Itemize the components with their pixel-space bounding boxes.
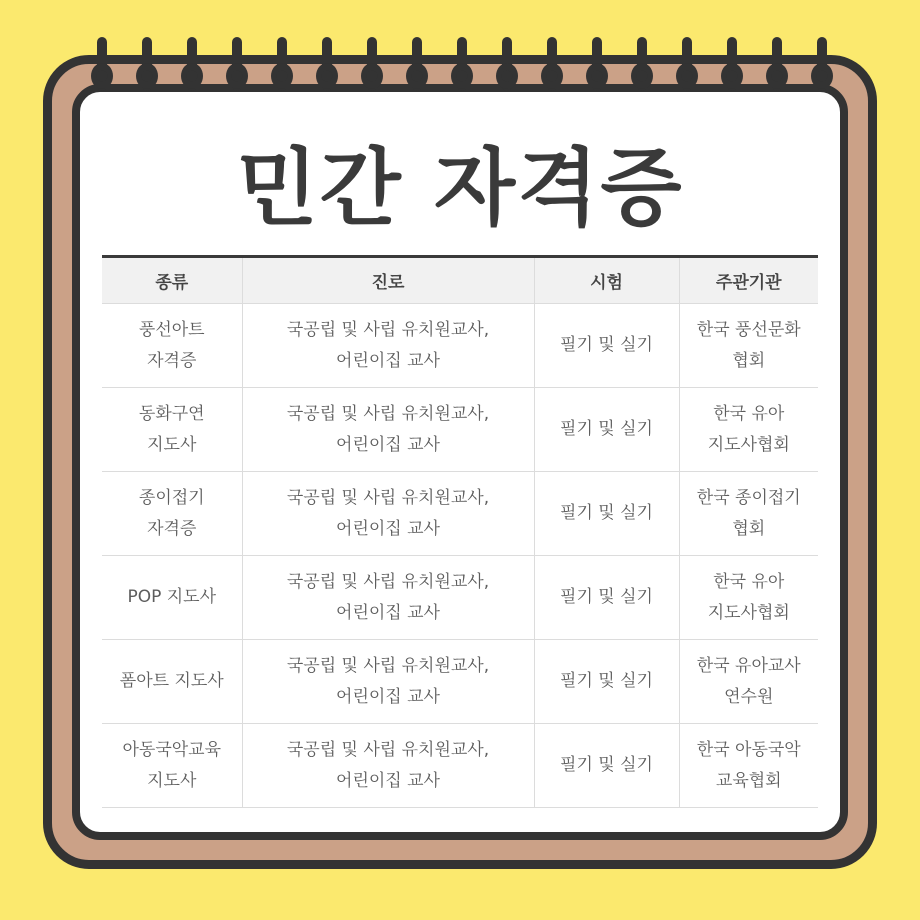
notepad-frame: [43, 55, 877, 869]
cell-organizer: 한국 풍선문화 협회: [679, 304, 818, 388]
table-body: [102, 304, 818, 808]
table-row: [102, 724, 818, 808]
cell-exam: 필기 및 실기: [534, 304, 679, 388]
table-header: [102, 257, 818, 304]
table-header-row: [102, 257, 818, 304]
column-header-organizer: 주관기관: [679, 257, 818, 304]
cell-type: 아동국악교육 지도사: [102, 724, 242, 808]
cell-type: 풍선아트 자격증: [102, 304, 242, 388]
table-row: [102, 640, 818, 724]
certifications-table: [102, 255, 818, 808]
table-row: [102, 556, 818, 640]
cell-career: 국공립 및 사립 유치원교사, 어린이집 교사: [242, 556, 534, 640]
cell-type: 폼아트 지도사: [102, 640, 242, 724]
sheet-content: [80, 92, 840, 832]
cell-exam: 필기 및 실기: [534, 640, 679, 724]
cell-exam: 필기 및 실기: [534, 388, 679, 472]
table-row: [102, 304, 818, 388]
column-header-exam: 시험: [534, 257, 679, 304]
cell-career: 국공립 및 사립 유치원교사, 어린이집 교사: [242, 640, 534, 724]
cell-organizer: 한국 유아교사 연수원: [679, 640, 818, 724]
cell-career: 국공립 및 사립 유치원교사, 어린이집 교사: [242, 724, 534, 808]
cell-career: 국공립 및 사립 유치원교사, 어린이집 교사: [242, 388, 534, 472]
cell-exam: 필기 및 실기: [534, 556, 679, 640]
column-header-career: 진로: [242, 257, 534, 304]
cell-organizer: 한국 유아 지도사협회: [679, 388, 818, 472]
notepad-sheet: [72, 84, 848, 840]
cell-career: 국공립 및 사립 유치원교사, 어린이집 교사: [242, 472, 534, 556]
page-title: 민간 자격증: [236, 139, 684, 237]
cell-organizer: 한국 종이접기 협회: [679, 472, 818, 556]
column-header-type: 종류: [102, 257, 242, 304]
cell-exam: 필기 및 실기: [534, 472, 679, 556]
cell-type: 종이접기 자격증: [102, 472, 242, 556]
table-row: [102, 388, 818, 472]
cell-organizer: 한국 유아 지도사협회: [679, 556, 818, 640]
cell-type: POP 지도사: [102, 556, 242, 640]
table-row: [102, 472, 818, 556]
cell-organizer: 한국 아동국악 교육협회: [679, 724, 818, 808]
cell-exam: 필기 및 실기: [534, 724, 679, 808]
cell-career: 국공립 및 사립 유치원교사, 어린이집 교사: [242, 304, 534, 388]
cell-type: 동화구연 지도사: [102, 388, 242, 472]
